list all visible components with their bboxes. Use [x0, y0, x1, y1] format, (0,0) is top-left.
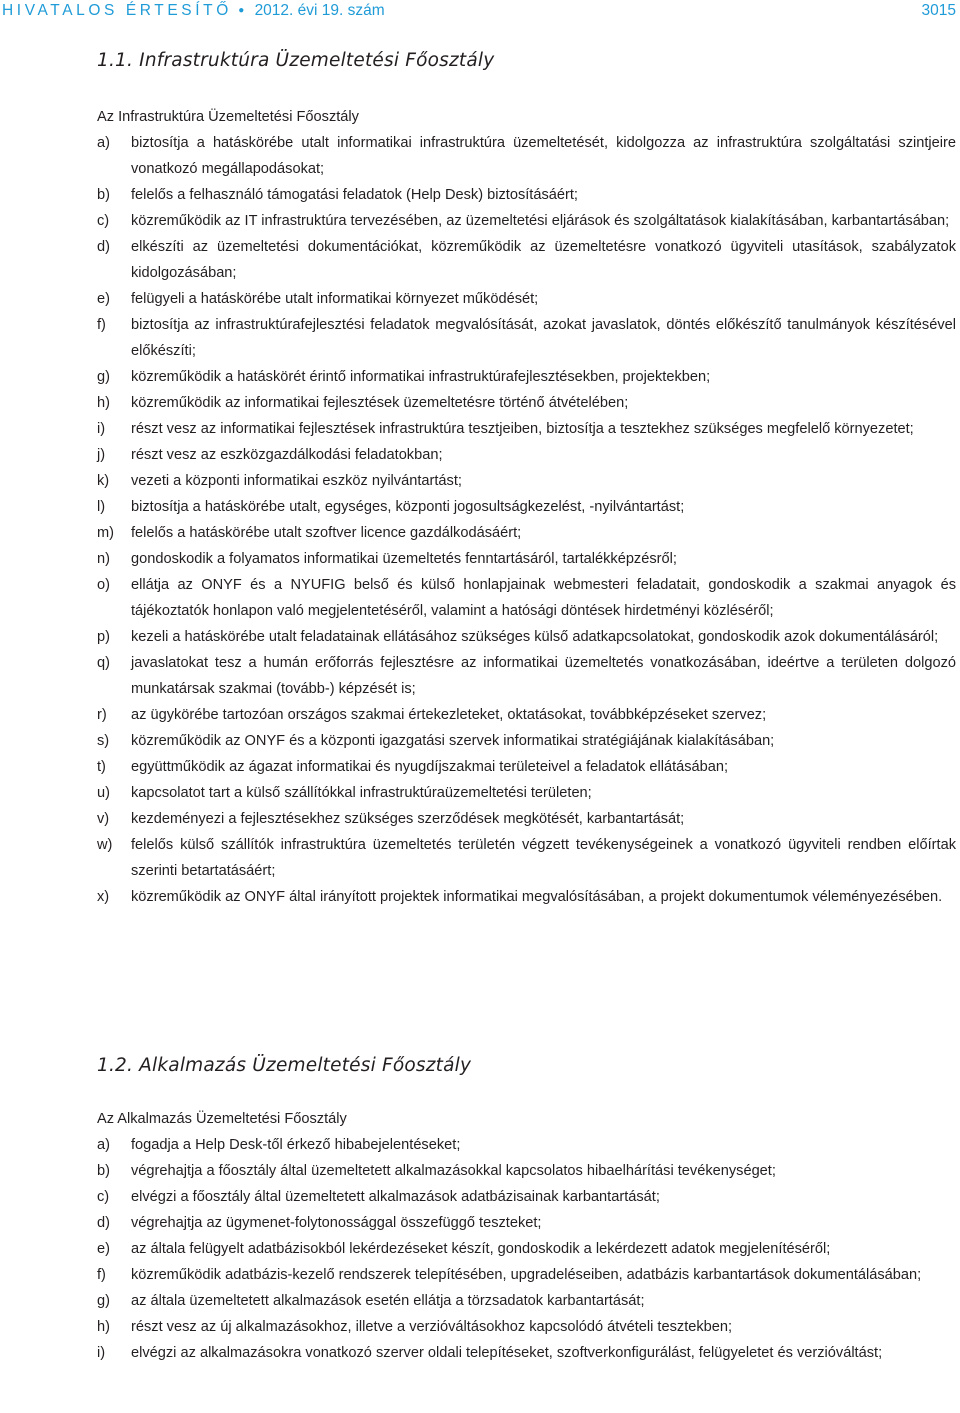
list-item-text: részt vesz az új alkalmazásokhoz, illetve a verzióváltásokhoz kapcsolódó átvételi tesztekben; [131, 1319, 733, 1335]
list-item-text: biztosítja az infrastruktúrafejlesztési feladatok megvalósítását, azokat javaslatok, döntés előkészítő tanulmányok készítésével előkészíti; [131, 317, 956, 359]
list-item-marker: e) [97, 1241, 110, 1257]
list-item [0, 390, 960, 416]
list-item-marker: v) [97, 811, 110, 827]
list-item-marker: h) [97, 395, 110, 411]
list-item-text: elvégzi a főosztály által üzemeltetett alkalmazások adatbázisainak karbantartását; [131, 1189, 660, 1205]
list-item-text: biztosítja a hatáskörébe utalt informatikai infrastruktúra üzemeltetését, kidolgozza az infrastruktúra szolgáltatási szintjeire vonatkozó megállapodásokat; [131, 135, 956, 177]
list-item-text: fogadja a Help Desk-től érkező hibabejelentéseket; [131, 1137, 461, 1153]
list-item [0, 546, 960, 572]
list-item [0, 468, 960, 494]
section-heading: 1.1. Infrastruktúra Üzemeltetési Főosztály [97, 50, 495, 71]
list-item-text: közreműködik az IT infrastruktúra tervezésében, az üzemeltetési eljárások és szolgáltatások kialakításában, karbantartásában; [131, 213, 950, 229]
list-item-text: elkészíti az üzemeltetési dokumentációkat, közreműködik az üzemeltetésre vonatkozó ügyviteli utasítások, szabályzatok kidolgozásában; [131, 239, 956, 281]
section-intro: Az Infrastruktúra Üzemeltetési Főosztály [97, 109, 359, 125]
list-item-marker: c) [97, 1189, 110, 1205]
list-item-marker: k) [97, 473, 110, 489]
list-item [0, 1314, 960, 1340]
list-item-marker: a) [97, 1137, 110, 1153]
list-item [0, 182, 960, 208]
list-item-marker: s) [97, 733, 110, 749]
list-item [0, 494, 960, 520]
list-item [0, 1340, 960, 1366]
list-item-marker: b) [97, 1163, 110, 1179]
list-item-marker: g) [97, 1293, 110, 1309]
list-item-marker: e) [97, 291, 110, 307]
list-item-marker: d) [97, 1215, 110, 1231]
list-item-marker: c) [97, 213, 110, 229]
list-item-marker: r) [97, 707, 107, 723]
list-item-text: közreműködik adatbázis-kezelő rendszerek telepítésében, upgradeléseiben, adatbázis karbantartások dokumentálásában; [131, 1267, 922, 1283]
list-item-marker: g) [97, 369, 110, 385]
list-item-text: biztosítja a hatáskörébe utalt, egységes, központi jogosultságkezelést, -nyilvántartást; [131, 499, 685, 515]
list-item-text: közreműködik a hatáskörét érintő informatikai infrastruktúrafejlesztésekben, projektekben; [131, 369, 711, 385]
list-item-marker: n) [97, 551, 110, 567]
list-item-marker: b) [97, 187, 110, 203]
running-head [0, 0, 960, 24]
page-number: 3015 [921, 2, 956, 19]
list-item-text: felelős a hatáskörébe utalt szoftver licence gazdálkodásáért; [131, 525, 522, 541]
list-item [0, 208, 960, 234]
list-item-text: felelős külső szállítók infrastruktúra üzemeltetés területén végzett tevékenységeinek a vonatkozó ügyviteli rendben előírtak szerinti betartatásáért; [131, 837, 956, 879]
list-item [0, 520, 960, 546]
task-list [0, 1132, 960, 1366]
list-item-marker: p) [97, 629, 110, 645]
list-item [0, 1184, 960, 1210]
list-item [0, 442, 960, 468]
list-item-text: kapcsolatot tart a külső szállítókkal infrastruktúraüzemeltetési területen; [131, 785, 592, 801]
list-item [0, 1236, 960, 1262]
list-item-text: felelős a felhasználó támogatási feladatok (Help Desk) biztosításáért; [131, 187, 578, 203]
list-item-text: elvégzi az alkalmazásokra vonatkozó szerver oldali telepítéseket, szoftverkonfigurálást, felügyeletet és verzióváltást; [131, 1345, 883, 1361]
list-item-marker: d) [97, 239, 110, 255]
list-item [0, 754, 960, 780]
bullet-icon: ● [238, 5, 245, 16]
section-heading: 1.2. Alkalmazás Üzemeltetési Főosztály [97, 1055, 472, 1076]
list-item-text: végrehajtja a főosztály által üzemeltetett alkalmazásokkal kapcsolatos hibaelhárítási tevékenységet; [131, 1163, 776, 1179]
list-item [0, 884, 960, 910]
list-item-text: az általa felügyelt adatbázisokból lekérdezéseket készít, gondoskodik a lekérdezett adatok megjelenítéséről; [131, 1241, 831, 1257]
list-item [0, 1210, 960, 1236]
issue-label: 2012. évi 19. szám [254, 2, 385, 19]
section-intro: Az Alkalmazás Üzemeltetési Főosztály [97, 1111, 347, 1127]
list-item [0, 312, 960, 364]
running-head-title [2, 1, 385, 21]
list-item [0, 728, 960, 754]
list-item-text: vezeti a központi informatikai eszköz nyilvántartást; [131, 473, 462, 489]
list-item-marker: j) [97, 447, 106, 463]
list-item-text: közreműködik az ONYF és a központi igazgatási szervek informatikai stratégiájának kialakításában; [131, 733, 775, 749]
list-item-text: együttműködik az ágazat informatikai és nyugdíjszakmai területeivel a feladatok ellátásában; [131, 759, 729, 775]
list-item-marker: f) [97, 317, 106, 333]
task-list [0, 130, 960, 910]
list-item [0, 624, 960, 650]
list-item [0, 572, 960, 624]
journal-name: HIVATALOS ÉRTESÍTŐ [2, 2, 232, 19]
list-item [0, 1262, 960, 1288]
list-item [0, 364, 960, 390]
list-item [0, 702, 960, 728]
list-item [0, 1132, 960, 1158]
list-item [0, 806, 960, 832]
list-item [0, 416, 960, 442]
list-item [0, 650, 960, 702]
list-item-text: közreműködik az ONYF által irányított projektek informatikai megvalósításában, a projekt dokumentumok véleményezésében. [131, 889, 943, 905]
list-item-marker: f) [97, 1267, 106, 1283]
list-item-text: az ügykörébe tartozóan országos szakmai értekezleteket, oktatásokat, továbbképzéseket szervez; [131, 707, 767, 723]
list-item-text: részt vesz az eszközgazdálkodási feladatokban; [131, 447, 443, 463]
list-item [0, 1158, 960, 1184]
list-item-marker: x) [97, 889, 110, 905]
list-item-text: ellátja az ONYF és a NYUFIG belső és külső honlapjainak webmesteri feladatait, gondoskodik a szakmai anyagok és tájékoztatók honlapon való megjelentetéséről, valamint a hatósági döntések hirdetményi közléséről; [131, 577, 956, 619]
list-item-marker: t) [97, 759, 106, 775]
list-item-text: felügyeli a hatáskörébe utalt informatikai környezet működését; [131, 291, 539, 307]
list-item-marker: i) [97, 421, 106, 437]
list-item-marker: w) [97, 837, 113, 853]
list-item-text: az általa üzemeltetett alkalmazások esetén ellátja a törzsadatok karbantartását; [131, 1293, 645, 1309]
list-item-marker: h) [97, 1319, 110, 1335]
list-item [0, 780, 960, 806]
list-item-text: részt vesz az informatikai fejlesztések infrastruktúra tesztjeiben, biztosítja a tesztekhez szükséges megfelelő környezetet; [131, 421, 914, 437]
list-item-text: kezeli a hatáskörébe utalt feladatainak ellátásához szükséges külső adatkapcsolatokat, gondoskodik azok dokumentálásáról; [131, 629, 939, 645]
list-item-marker: i) [97, 1345, 106, 1361]
list-item [0, 286, 960, 312]
list-item [0, 1288, 960, 1314]
list-item-text: végrehajtja az ügymenet-folytonossággal összefüggő teszteket; [131, 1215, 542, 1231]
list-item-marker: q) [97, 655, 110, 671]
list-item-marker: u) [97, 785, 110, 801]
list-item-text: javaslatokat tesz a humán erőforrás fejlesztésre az informatikai üzemeltetés vonatkozásában, ideértve a területen dolgozó munkatársak szakmai (tovább-) képzését is; [131, 655, 956, 697]
list-item-marker: a) [97, 135, 110, 151]
list-item-marker: l) [97, 499, 106, 515]
list-item-text: kezdeményezi a fejlesztésekhez szükséges szerződések megkötését, karbantartását; [131, 811, 685, 827]
list-item-marker: o) [97, 577, 110, 593]
list-item [0, 234, 960, 286]
list-item-marker: m) [97, 525, 115, 541]
list-item-text: gondoskodik a folyamatos informatikai üzemeltetés fenntartásáról, tartalékképzésről; [131, 551, 677, 567]
list-item-text: közreműködik az informatikai fejlesztések üzemeltetésre történő átvételében; [131, 395, 629, 411]
list-item [0, 130, 960, 182]
list-item [0, 832, 960, 884]
